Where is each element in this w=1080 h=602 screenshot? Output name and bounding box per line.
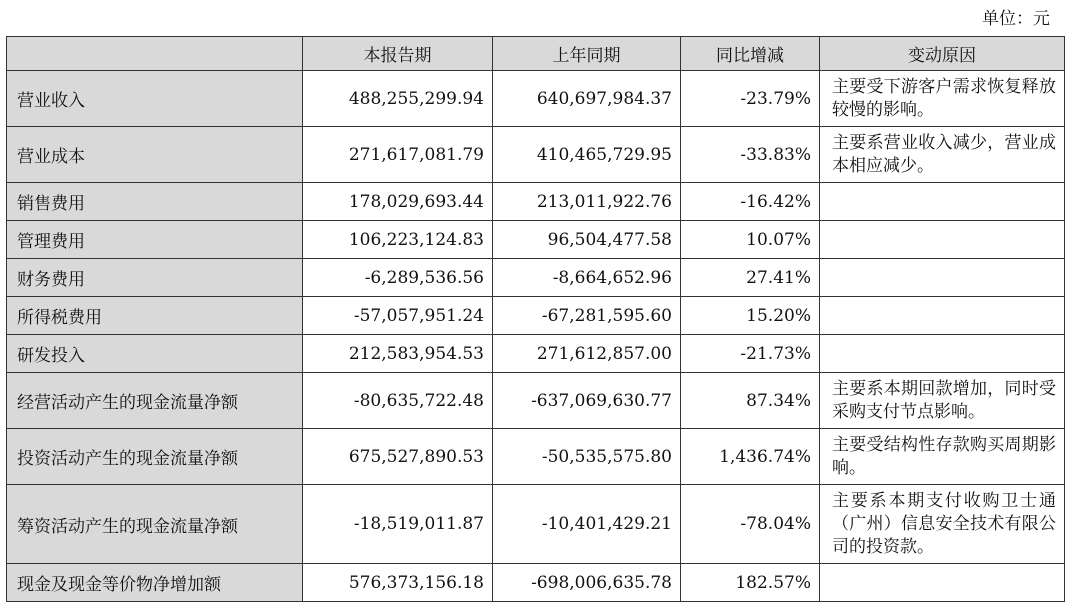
table-row: [7, 564, 1065, 602]
row-current: 106,223,124.83: [303, 221, 493, 259]
row-item: 研发投入: [7, 335, 303, 373]
table-row: [7, 71, 1065, 127]
row-change: -78.04%: [681, 485, 820, 564]
row-item: 所得税费用: [7, 297, 303, 335]
row-previous: -67,281,595.60: [493, 297, 681, 335]
row-item: 经营活动产生的现金流量净额: [7, 373, 303, 429]
row-item: 投资活动产生的现金流量净额: [7, 429, 303, 485]
header-change-reason: 变动原因: [820, 37, 1065, 71]
row-current: 178,029,693.44: [303, 183, 493, 221]
row-reason: 主要受下游客户需求恢复释放较慢的影响。: [820, 71, 1065, 127]
row-current: 212,583,954.53: [303, 335, 493, 373]
header-item: [7, 37, 303, 71]
row-item: 营业成本: [7, 127, 303, 183]
table-row: [7, 373, 1065, 429]
row-change: -16.42%: [681, 183, 820, 221]
row-previous: -50,535,575.80: [493, 429, 681, 485]
row-change: 87.34%: [681, 373, 820, 429]
row-change: 182.57%: [681, 564, 820, 602]
row-item: 筹资活动产生的现金流量净额: [7, 485, 303, 564]
table-row: [7, 429, 1065, 485]
row-previous: 271,612,857.00: [493, 335, 681, 373]
header-prior-year: 上年同期: [493, 37, 681, 71]
row-previous: 640,697,984.37: [493, 71, 681, 127]
row-reason: [820, 564, 1065, 602]
row-previous: 410,465,729.95: [493, 127, 681, 183]
row-previous: 213,011,922.76: [493, 183, 681, 221]
row-reason: 主要系本期支付收购卫士通（广州）信息安全技术有限公司的投资款。: [820, 485, 1065, 564]
row-reason: [820, 259, 1065, 297]
row-change: -23.79%: [681, 71, 820, 127]
row-previous: -698,006,635.78: [493, 564, 681, 602]
row-current: 576,373,156.18: [303, 564, 493, 602]
row-item: 管理费用: [7, 221, 303, 259]
table-row: [7, 127, 1065, 183]
financial-comparison-table: [6, 36, 1065, 602]
row-change: 1,436.74%: [681, 429, 820, 485]
row-item: 营业收入: [7, 71, 303, 127]
table-row: [7, 485, 1065, 564]
row-reason: [820, 183, 1065, 221]
table-row: [7, 335, 1065, 373]
row-current: -57,057,951.24: [303, 297, 493, 335]
row-change: 10.07%: [681, 221, 820, 259]
row-item: 财务费用: [7, 259, 303, 297]
row-item: 现金及现金等价物净增加额: [7, 564, 303, 602]
row-item: 销售费用: [7, 183, 303, 221]
row-previous: -8,664,652.96: [493, 259, 681, 297]
table-row: [7, 297, 1065, 335]
row-reason: 主要受结构性存款购买周期影响。: [820, 429, 1065, 485]
header-current-period: 本报告期: [303, 37, 493, 71]
row-change: -21.73%: [681, 335, 820, 373]
row-change: 27.41%: [681, 259, 820, 297]
table-row: [7, 259, 1065, 297]
row-previous: 96,504,477.58: [493, 221, 681, 259]
row-reason: [820, 221, 1065, 259]
row-current: 488,255,299.94: [303, 71, 493, 127]
row-reason: [820, 335, 1065, 373]
row-change: -33.83%: [681, 127, 820, 183]
row-current: 675,527,890.53: [303, 429, 493, 485]
table-header-row: [7, 37, 1065, 71]
unit-label: 单位：元: [982, 9, 1050, 29]
row-change: 15.20%: [681, 297, 820, 335]
row-reason: [820, 297, 1065, 335]
table-row: [7, 221, 1065, 259]
row-current: 271,617,081.79: [303, 127, 493, 183]
row-previous: -10,401,429.21: [493, 485, 681, 564]
row-reason: 主要系营业收入减少，营业成本相应减少。: [820, 127, 1065, 183]
row-current: -18,519,011.87: [303, 485, 493, 564]
table-row: [7, 183, 1065, 221]
header-yoy-change: 同比增减: [681, 37, 820, 71]
row-current: -80,635,722.48: [303, 373, 493, 429]
row-reason: 主要系本期回款增加，同时受采购支付节点影响。: [820, 373, 1065, 429]
row-current: -6,289,536.56: [303, 259, 493, 297]
row-previous: -637,069,630.77: [493, 373, 681, 429]
